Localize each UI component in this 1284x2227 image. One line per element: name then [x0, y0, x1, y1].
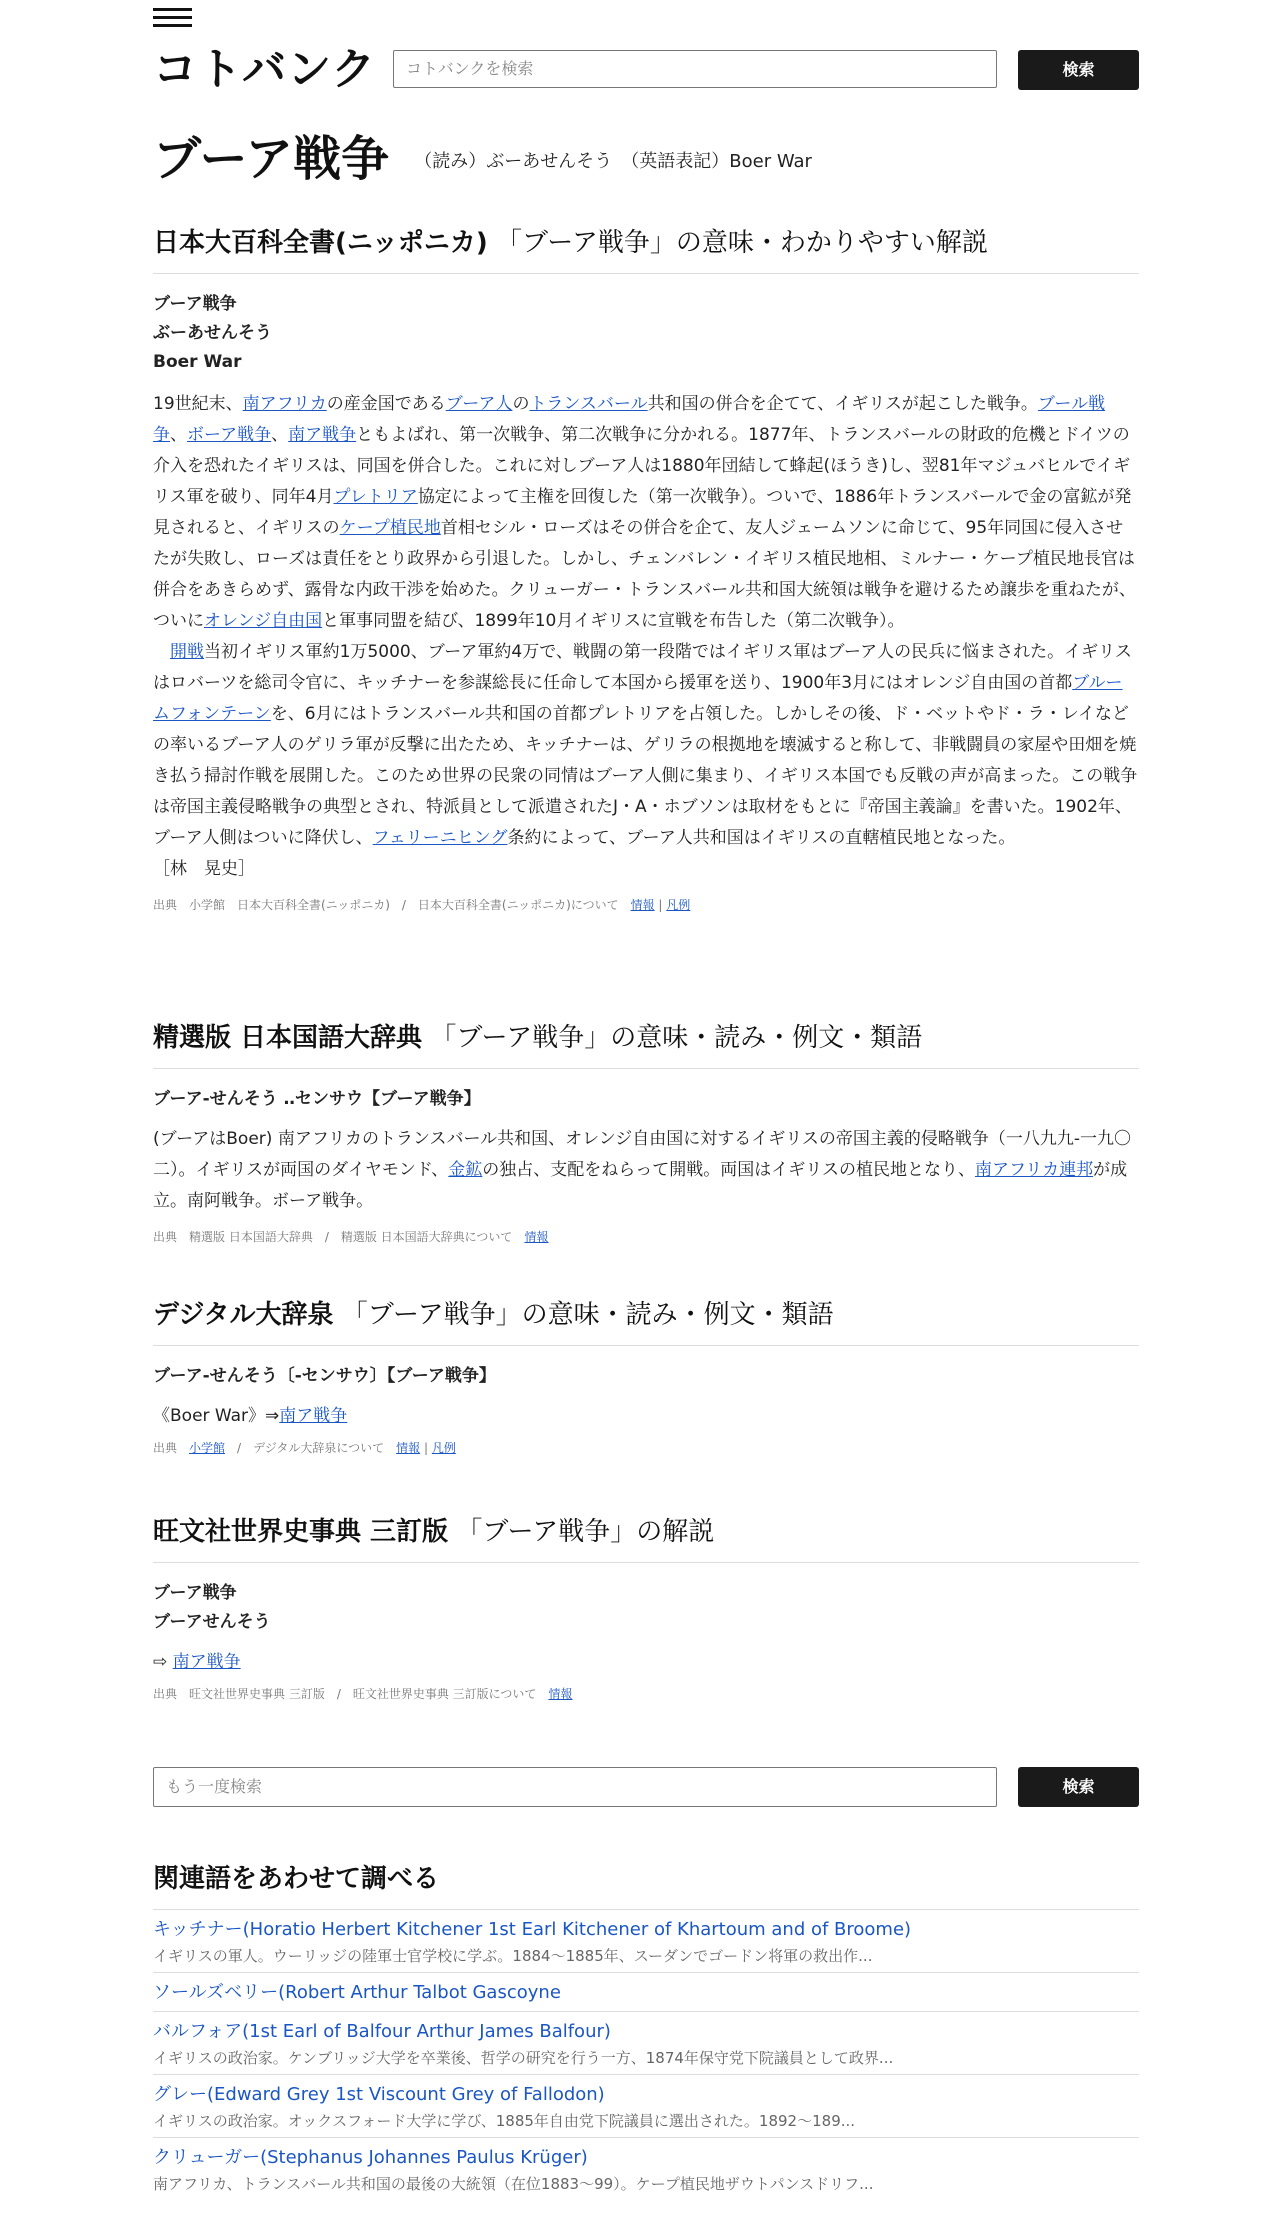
dict-name: 精選版 日本国語大辞典: [153, 1023, 423, 1053]
entry-head: [153, 290, 1139, 377]
search-again-input[interactable]: もう一度検索: [153, 1767, 997, 1807]
text-run: の: [512, 394, 530, 414]
inline-link[interactable]: ブーア人: [445, 394, 513, 414]
dict-name: 旺文社世界史事典 三訂版: [153, 1517, 449, 1547]
inline-link[interactable]: 南アフリカ: [242, 394, 327, 414]
heading-rest: 「ブーア戦争」の意味・読み・例文・類語: [341, 1300, 834, 1330]
related-item[interactable]: [153, 2137, 1139, 2200]
section-daijisen: [153, 1294, 1139, 1458]
headword: [153, 120, 812, 189]
inline-link[interactable]: プレトリア: [333, 487, 418, 507]
related-terms: [153, 1858, 1139, 2200]
source-line: 出典 小学館 日本大百科全書(ニッポニカ) / 日本大百科全書(ニッポニカ)について 情報 | 凡例: [153, 898, 691, 912]
text-run: の産金国である: [326, 394, 446, 414]
related-item-title[interactable]: グレー(Edward Grey 1st Viscount Grey of Fallodon): [153, 2084, 605, 2105]
text-run: 、: [170, 425, 187, 445]
entry-line: Boer War: [153, 352, 242, 372]
author: ［林 晃史］: [153, 859, 255, 879]
related-item[interactable]: [153, 1972, 1139, 2011]
entry-line: ブーア戦争: [153, 294, 237, 314]
definition: [153, 1124, 1139, 1217]
text-run: ⇨: [153, 1652, 173, 1672]
inline-link[interactable]: 南ア戦争: [279, 1406, 348, 1426]
search-again-button[interactable]: 検索: [1018, 1767, 1139, 1807]
dict-name: デジタル大辞泉: [153, 1300, 334, 1330]
inline-link[interactable]: 南ア戦争: [172, 1652, 241, 1672]
text-run: 協定によって主権を回復した（第一次戦争）。ついで、1886年トランスバールで金の富鉱が発見されると、イギリスの: [153, 487, 1132, 538]
heading-rest: 「ブーア戦争」の意味・読み・例文・類語: [430, 1023, 923, 1053]
related-item-title[interactable]: キッチナー(Horatio Herbert Kitchener 1st Earl Kitchener of Khartoum and of Broome): [153, 1919, 912, 1940]
text-run: の独占、支配をねらって開戦。両国はイギリスの植民地となり、: [482, 1160, 975, 1180]
text-run: 《Boer War》⇒: [153, 1406, 280, 1426]
legend-link[interactable]: 凡例: [666, 898, 691, 912]
inline-link[interactable]: トランスバール: [529, 394, 648, 414]
section-nipponica: [153, 222, 1139, 915]
publisher-link[interactable]: 小学館: [189, 1441, 226, 1455]
inline-link[interactable]: 南アフリカ連邦: [974, 1160, 1094, 1180]
inline-link[interactable]: ボーア戦争: [187, 425, 272, 445]
inline-link[interactable]: 開戦: [170, 642, 204, 662]
text-run: 当初イギリス軍約1万5000、ブーア軍約4万で、戦闘の第一段階ではイギリス軍はブーア人の民兵に悩まされた。イギリスはロバーツを総司令官に、キッチナーを参謀総長に任命して本国から援軍を送り、1900年3月にはオレンジ自由国の首都: [153, 642, 1132, 693]
related-item[interactable]: [153, 1909, 1139, 1972]
section-heading: [153, 1511, 1139, 1563]
text-run: が成立。南阿戦争。ボーア戦争。: [153, 1160, 1128, 1211]
text-run: ともよばれ、第一次戦争、第二次戦争に分かれる。1877年、トランスバールの財政的危機とドイツの介入を恐れたイギリスは、同国を併合した。これに対しブーア人は1880年団結して蜂起(ほうき)し、翌81年マジュバヒルでイギリス軍を破り、同年4月: [153, 425, 1131, 507]
section-heading: [153, 1294, 1139, 1346]
related-item-desc: イギリスの軍人。ウーリッジの陸軍士官学校に学ぶ。1884～1885年、スーダンでゴードン将軍の救出作...: [153, 1947, 873, 1965]
source-line: 出典 旺文社世界史事典 三訂版 / 旺文社世界史事典 三訂版について 情報: [153, 1687, 573, 1701]
source-line: 出典 精選版 日本国語大辞典 / 精選版 日本国語大辞典について 情報: [153, 1230, 549, 1244]
site-logo[interactable]: コトバンク: [153, 44, 377, 95]
search-button[interactable]: 検索: [1018, 50, 1139, 90]
entry-head: ブーア‐せんそう〔‐センサウ〕【ブーア戦争】: [153, 1366, 496, 1386]
section-heading: [153, 1017, 1139, 1069]
heading-rest: 「ブーア戦争」の意味・わかりやすい解説: [496, 228, 988, 258]
related-item-desc: 南アフリカ、トランスバール共和国の最後の大統領（在位1883～99）。ケープ植民地ザウトパンスドリフ...: [153, 2175, 874, 2193]
inline-link[interactable]: ケープ植民地: [339, 518, 441, 538]
info-link[interactable]: 情報: [630, 898, 655, 912]
definition: [153, 1647, 1139, 1678]
related-item-title[interactable]: クリューガー(Stephanus Johannes Paulus Krüger): [153, 2147, 588, 2168]
text-run: 、: [271, 425, 289, 445]
entry-head: ブーア‐せんそう ‥センサウ【ブーア戦争】: [153, 1089, 481, 1109]
paragraph-1: [153, 389, 1139, 637]
info-link[interactable]: 情報: [396, 1441, 421, 1455]
search-input[interactable]: コトバンクを検索: [393, 50, 997, 88]
text-run: を、6月にはトランスバール共和国の首都プレトリアを占領した。しかしその後、ド・ベットやド・ラ・レイなどの率いるブーア人のゲリラ軍が反撃に出たため、キッチナーは、ゲリラの根拠地を壊滅すると称して、非戦闘員の家屋や田畑を焼き払う掃討作戦を展開した。このため世界の民衆の同情はブーア人側に集まり、イギリス本国でも反戦の声が高まった。この戦争は帝国主義侵略戦争の典型とされ、特派員として派遣されたJ・A・ホブソンは取材をもとに『帝国主義論』を書いた。1902年、ブーア人側はついに降伏し、: [153, 704, 1138, 848]
related-item[interactable]: [153, 2011, 1139, 2074]
inline-link[interactable]: オレンジ自由国: [204, 611, 323, 631]
inline-link[interactable]: 金鉱: [448, 1160, 483, 1180]
source-line: 出典 小学館 / デジタル大辞泉について 情報 | 凡例: [153, 1441, 456, 1455]
entry-head: [153, 1579, 1139, 1637]
related-item-desc: イギリスの政治家。オックスフォード大学に学び、1885年自由党下院議員に選出された。1892～189...: [153, 2112, 856, 2130]
related-item-title[interactable]: バルフォア(1st Earl of Balfour Arthur James Balfour): [153, 2021, 611, 2042]
entry-line: ブーア戦争: [153, 1583, 237, 1603]
legend-link[interactable]: 凡例: [431, 1441, 456, 1455]
section-nikkoku: [153, 1017, 1139, 1247]
heading-rest: 「ブーア戦争」の解説: [456, 1517, 715, 1547]
text-run: (ブーアはBoer) 南アフリカのトランスバール共和国、オレンジ自由国に対するイギリスの帝国主義的侵略戦争（一八九九‐一九〇二）。イギリスが両国のダイヤモンド、: [153, 1129, 1132, 1180]
text-run: 条約によって、ブーア人共和国はイギリスの直轄植民地となった。: [507, 828, 1016, 848]
inline-link[interactable]: ブルームフォンテーン: [153, 673, 1123, 724]
related-list: [153, 1909, 1139, 2200]
inline-link[interactable]: ブール戦争: [153, 394, 1106, 445]
section-heading: [153, 222, 1139, 274]
text-run: 首相セシル・ローズはその併合を企て、友人ジェームソンに命じて、95年同国に侵入させたが失敗し、ローズは責任をとり政界から引退した。しかし、チェンバレン・イギリス植民地相、ミルナー・ケープ植民地長官は併合をあきらめず、露骨な内政干渉を始めた。クリューガー・トランスバール共和国大統領は戦争を避けるため譲歩を重ねたが、ついに: [153, 518, 1136, 631]
related-item[interactable]: [153, 2074, 1139, 2137]
related-title: 関連語をあわせて調べる: [153, 1864, 440, 1894]
related-item-desc: イギリスの政治家。ケンブリッジ大学を卒業後、哲学の研究を行う一方、1874年保守党下院議員として政界...: [153, 2049, 894, 2067]
info-link[interactable]: 情報: [524, 1230, 549, 1244]
entry-line: ぶーあせんそう: [153, 323, 272, 343]
text-run: 19世紀末、: [153, 394, 243, 414]
entry-line: ブーアせんそう: [153, 1612, 271, 1632]
hamburger-menu-icon[interactable]: [153, 8, 192, 30]
inline-link[interactable]: 南ア戦争: [288, 425, 357, 445]
reading-info: （読み）ぶーあせんそう （英語表記）Boer War: [414, 150, 812, 172]
definition: [153, 1401, 1139, 1432]
text-run: 共和国の併合を企てて、イギリスが起こした戦争。: [647, 394, 1038, 414]
section-obunsha: [153, 1511, 1139, 1704]
related-item-title[interactable]: ソールズベリー(Robert Arthur Talbot Gascoyne: [153, 1982, 561, 2003]
inline-link[interactable]: フェリーニヒング: [372, 828, 508, 848]
page-title: ブーア戦争: [153, 131, 390, 187]
dict-name: 日本大百科全書(ニッポニカ): [153, 228, 488, 258]
info-link[interactable]: 情報: [548, 1687, 573, 1701]
text-run: と軍事同盟を結び、1899年10月イギリスに宣戦を布告した（第二次戦争）。: [322, 611, 905, 631]
text-run: [153, 642, 170, 662]
paragraph-2: [153, 637, 1139, 854]
